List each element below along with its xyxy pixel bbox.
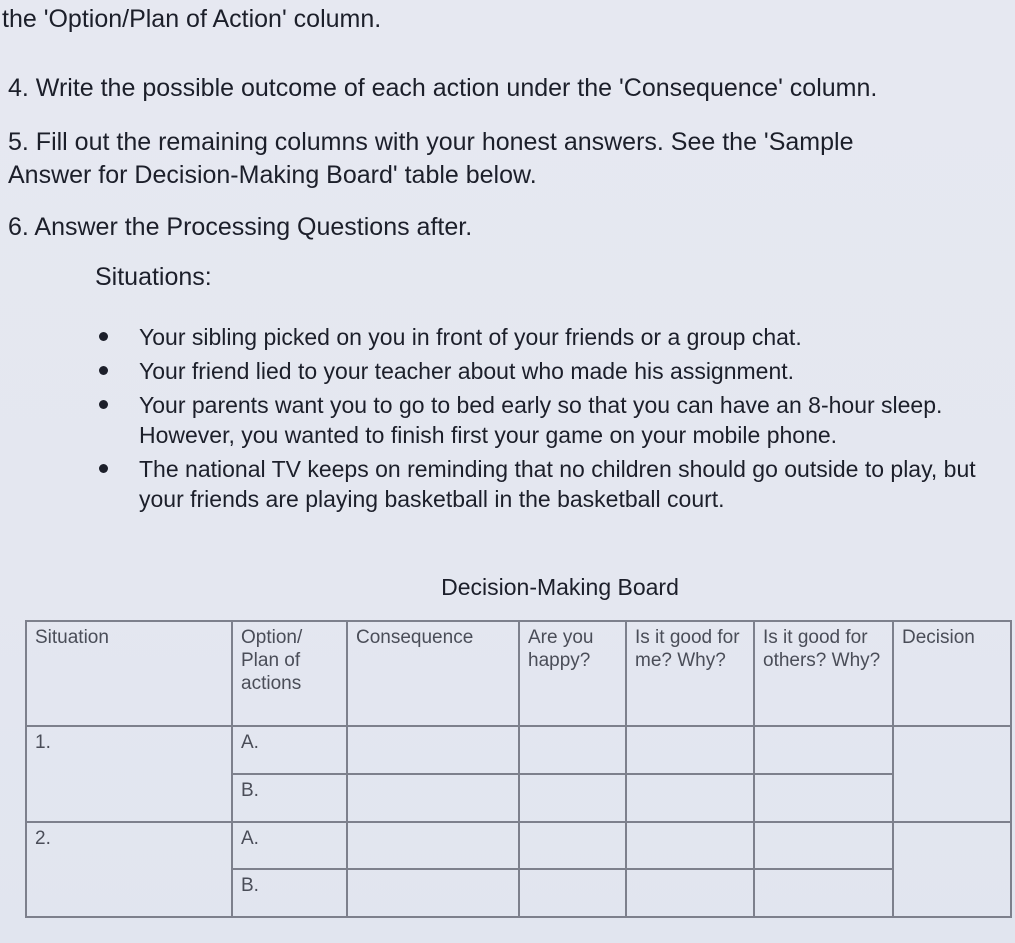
header-decision: Decision (893, 621, 1011, 726)
bullet-icon (99, 400, 108, 409)
table-row (26, 822, 1011, 870)
good-for-others-cell[interactable] (754, 869, 893, 917)
option-cell: A. (232, 726, 347, 774)
good-for-me-cell[interactable] (626, 726, 754, 774)
option-cell: A. (232, 822, 347, 870)
good-for-me-cell[interactable] (626, 822, 754, 870)
header-happy: Are you happy? (519, 621, 626, 726)
instruction-line-top: the 'Option/Plan of Action' column. (2, 5, 382, 33)
header-situation: Situation (26, 621, 232, 726)
good-for-others-cell[interactable] (754, 822, 893, 870)
situation-text: Your sibling picked on you in front of your friends or a group chat. (139, 324, 802, 350)
situation-item-3 (96, 390, 1011, 450)
bullet-icon (99, 464, 108, 473)
good-for-me-cell[interactable] (626, 774, 754, 822)
situation-item-1 (96, 322, 1011, 352)
bullet-icon (99, 366, 108, 375)
bullet-icon (99, 332, 108, 341)
header-good-for-me: Is it good for me? Why? (626, 621, 754, 726)
instruction-step-4: 4. Write the possible outcome of each action under the 'Consequence' column. (8, 74, 878, 102)
situation-text: Your parents want you to go to bed early so that you can have an 8-hour sleep. However, you wanted to finish first your game on your mobile phone. (139, 392, 943, 448)
situation-text: The national TV keeps on reminding that no children should go outside to play, but your friends are playing basketball in the basketball court. (139, 456, 976, 512)
good-for-me-cell[interactable] (626, 869, 754, 917)
board-header-row (26, 621, 1011, 726)
option-cell: B. (232, 774, 347, 822)
decision-cell[interactable] (893, 822, 1011, 918)
header-consequence: Consequence (347, 621, 519, 726)
good-for-others-cell[interactable] (754, 774, 893, 822)
header-good-for-others: Is it good for others? Why? (754, 621, 893, 726)
situations-heading: Situations: (95, 263, 212, 291)
situation-cell: 1. (26, 726, 232, 822)
table-row (26, 726, 1011, 774)
happy-cell[interactable] (519, 726, 626, 774)
option-cell: B. (232, 869, 347, 917)
happy-cell[interactable] (519, 822, 626, 870)
instruction-step-6: 6. Answer the Processing Questions after. (8, 213, 473, 241)
situation-cell: 2. (26, 822, 232, 918)
happy-cell[interactable] (519, 774, 626, 822)
good-for-others-cell[interactable] (754, 726, 893, 774)
board-title: Decision-Making Board (441, 574, 679, 600)
header-option: Option/ Plan of actions (232, 621, 347, 726)
decision-cell[interactable] (893, 726, 1011, 822)
instruction-step-5-line-2: Answer for Decision-Making Board' table below. (8, 161, 537, 189)
consequence-cell[interactable] (347, 726, 519, 774)
situation-item-2 (96, 356, 1011, 386)
happy-cell[interactable] (519, 869, 626, 917)
instruction-step-5-line-1: 5. Fill out the remaining columns with your honest answers. See the 'Sample (8, 128, 854, 156)
consequence-cell[interactable] (347, 869, 519, 917)
situations-list (96, 322, 1011, 518)
consequence-cell[interactable] (347, 774, 519, 822)
situation-text: Your friend lied to your teacher about who made his assignment. (139, 358, 795, 384)
decision-making-board (25, 620, 1012, 918)
situation-item-4 (96, 454, 1011, 514)
consequence-cell[interactable] (347, 822, 519, 870)
